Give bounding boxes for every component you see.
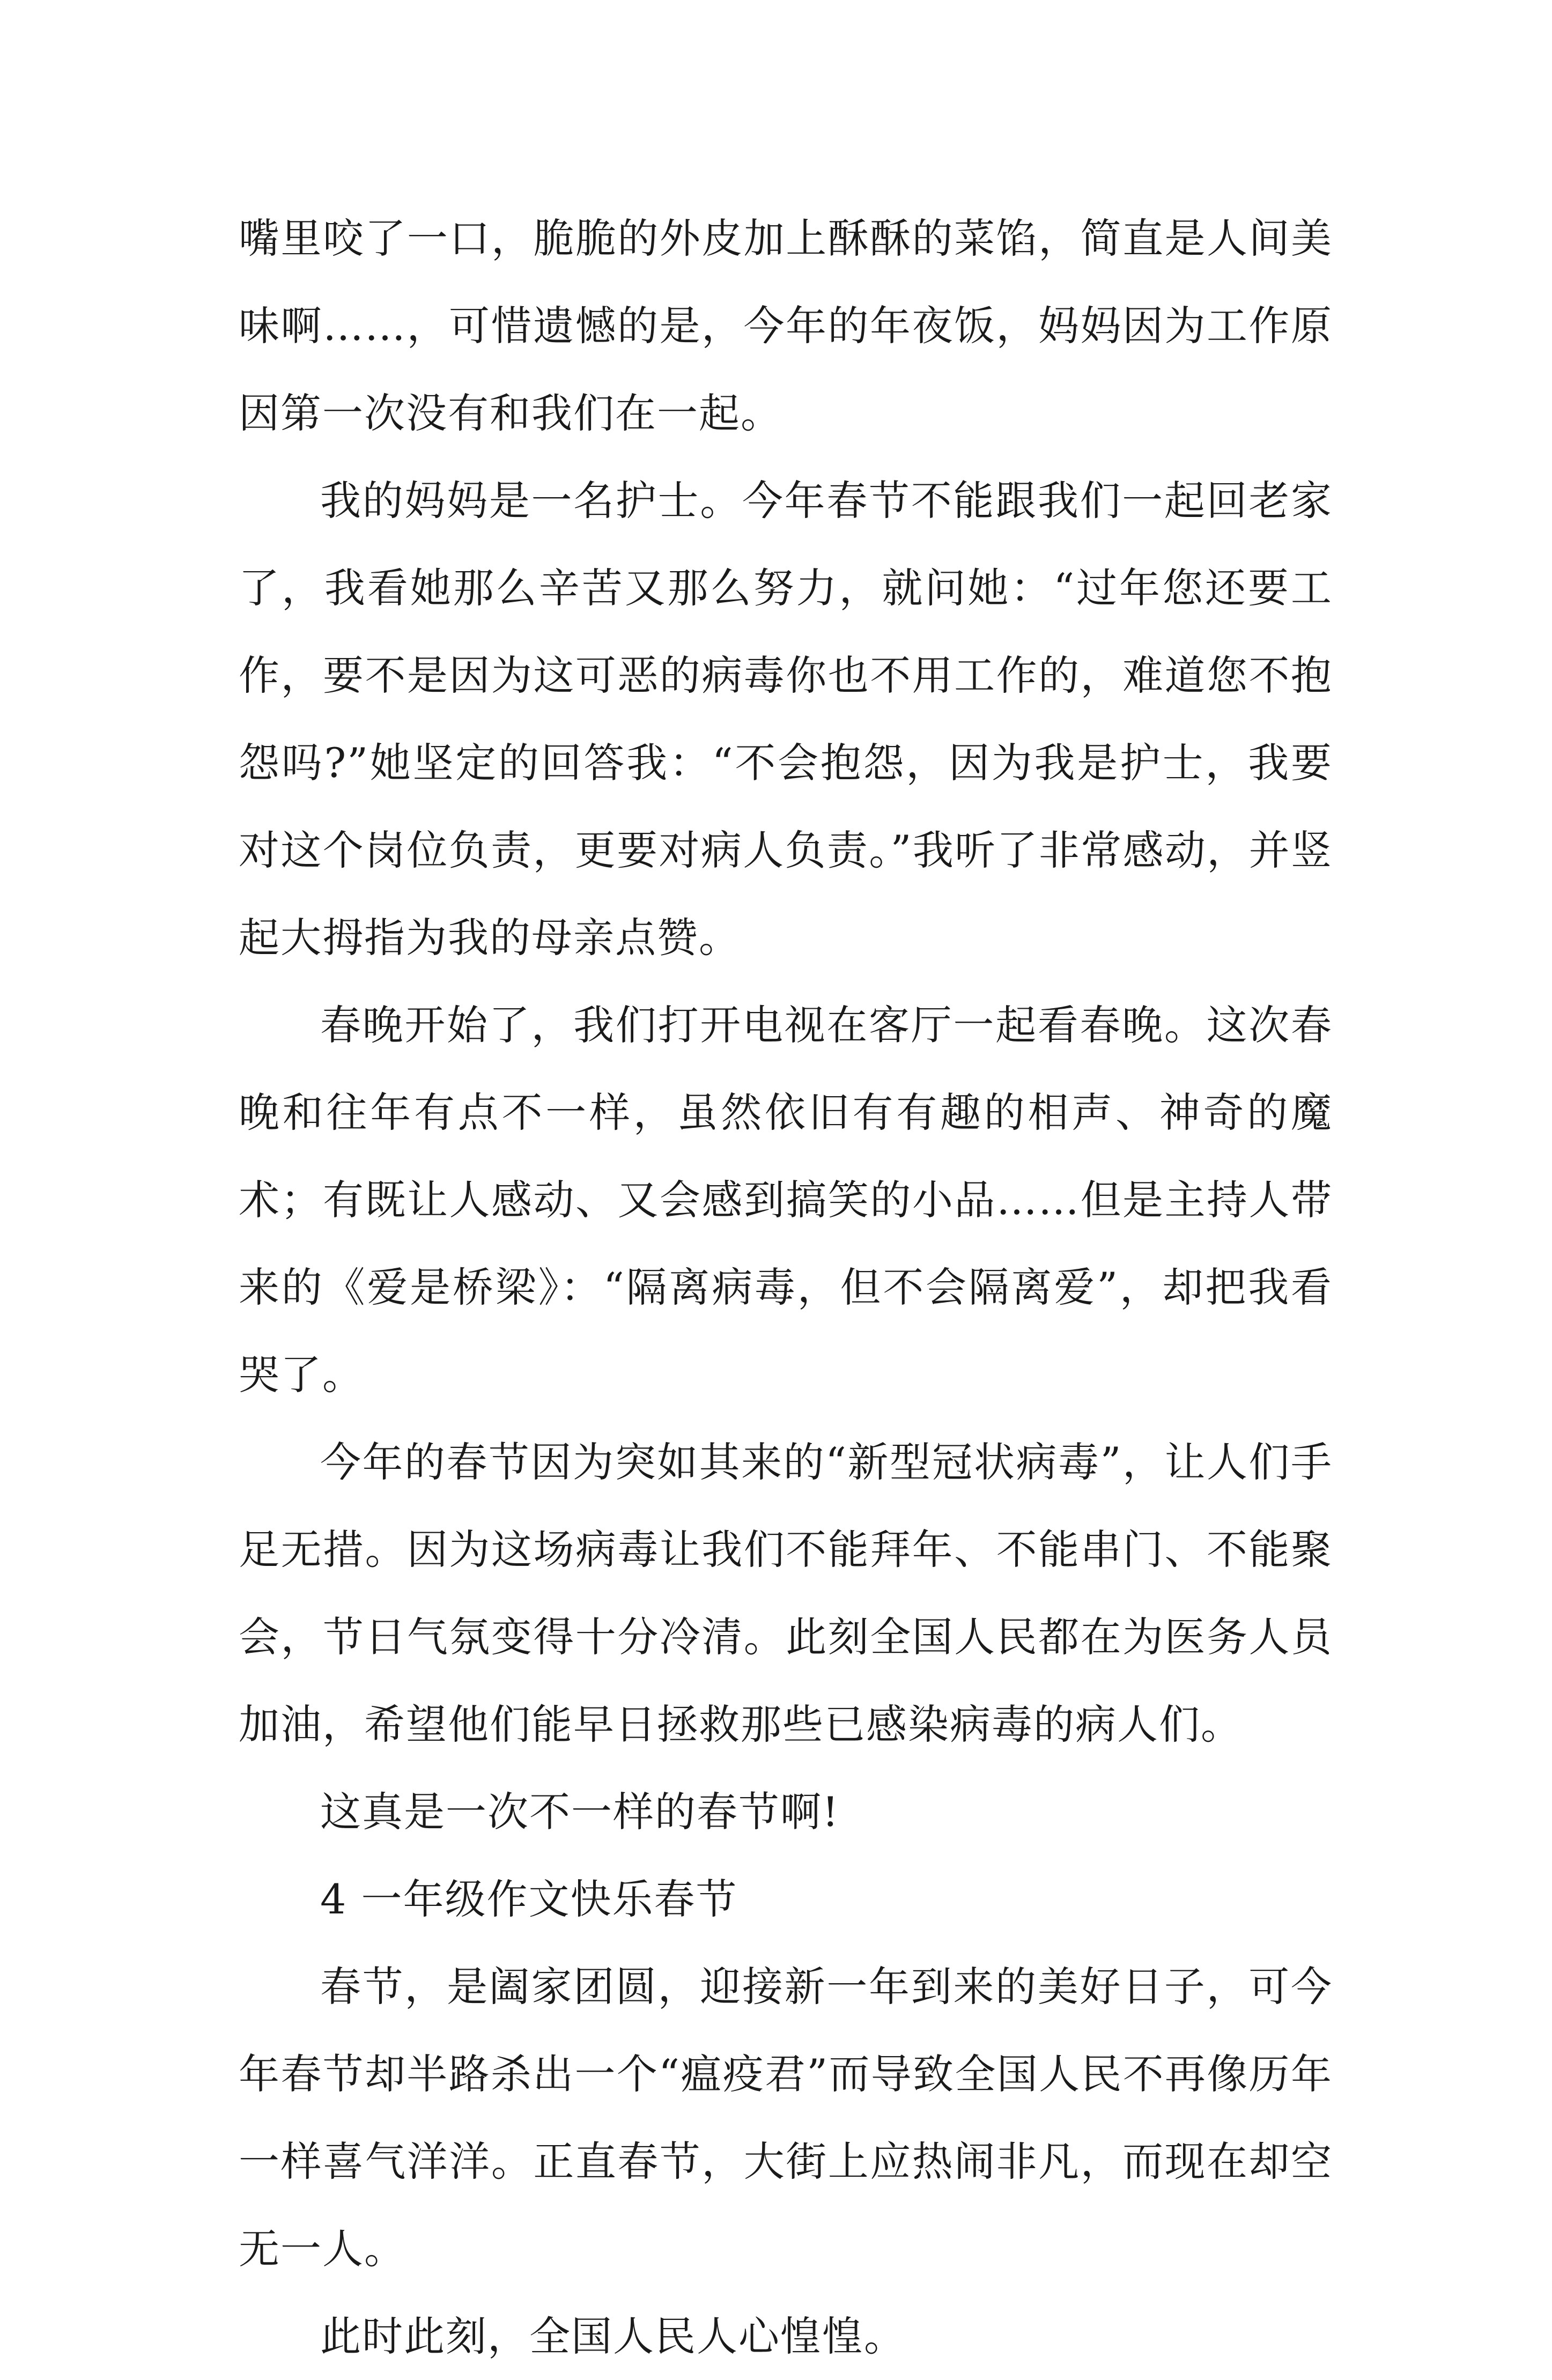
paragraph-coronavirus: 今年的春节因为突如其来的“新型冠状病毒”，让人们手足无措。因为这场病毒让我们不能拜年、不能串门、不能聚会，节日气氛变得十分冷清。此刻全国人民都在为医务人员加油，希望他们能早日拯救那些已感染病毒的病人们。 [239, 1438, 1333, 1748]
document-body [239, 195, 1333, 2380]
paragraph-spring-festival: 春节，是阖家团圆，迎接新一年到来的美好日子，可今年春节却半路杀出一个“瘟疫君”而导致全国人民不再像历年一样喜气洋洋。正直春节，大街上应热闹非凡，而现在却空无一人。 [239, 1963, 1333, 2273]
paragraph-mother-nurse: 我的妈妈是一名护士。今年春节不能跟我们一起回老家了，我看她那么辛苦又那么努力，就问她：“过年您还要工作，要不是因为这可恶的病毒你也不用工作的，难道您不抱怨吗?”她坚定的回答我：“不会抱怨，因为我是护士，我要对这个岗位负责，更要对病人负责。”我听了非常感动，并竖起大拇指为我的母亲点赞。 [239, 477, 1333, 962]
section-heading: 4 一年级作文快乐春节 [320, 1875, 738, 1923]
paragraph-final: 此时此刻，全国人民人心惶惶。 [320, 2312, 906, 2360]
paragraph-continued: 嘴里咬了一口，脆脆的外皮加上酥酥的菜馅，简直是人间美味啊……，可惜遗憾的是，今年的年夜饭，妈妈因为工作原因第一次没有和我们在一起。 [239, 215, 1333, 437]
paragraph-spring-gala: 春晚开始了，我们打开电视在客厅一起看春晚。这次春晚和往年有点不一样，虽然依旧有有趣的相声、神奇的魔术；有既让人感动、又会感到搞笑的小品……但是主持人带来的《爱是桥梁》：“隔离病毒，但不会隔离爱”，却把我看哭了。 [239, 1001, 1333, 1399]
paragraph-conclusion: 这真是一次不一样的春节啊! [320, 1788, 840, 1836]
